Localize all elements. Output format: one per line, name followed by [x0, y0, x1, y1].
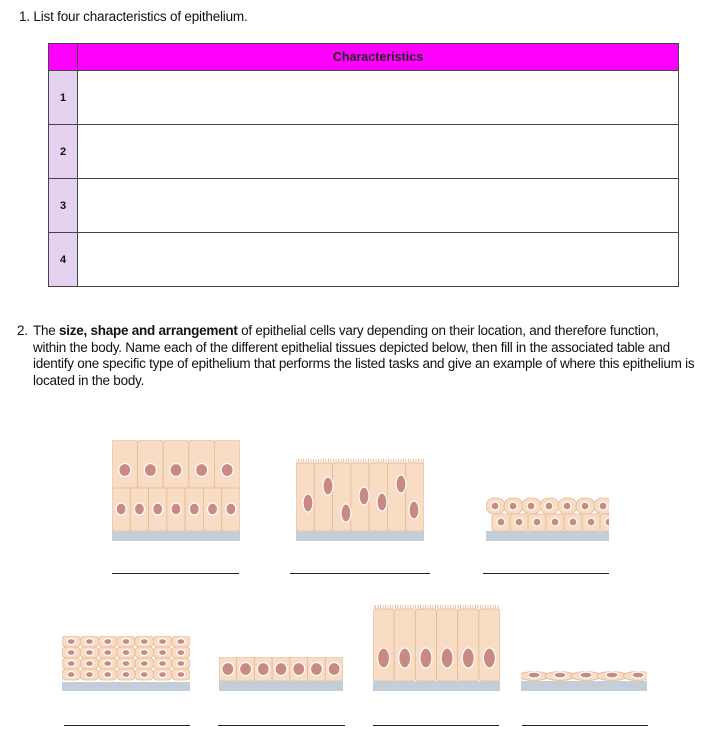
nucleus: [85, 639, 93, 645]
nucleus: [140, 672, 148, 678]
nucleus: [527, 502, 535, 510]
nucleus: [104, 672, 112, 678]
nucleus: [67, 661, 75, 667]
row-number: 1: [49, 71, 78, 125]
nucleus: [144, 464, 156, 477]
question-2-bold-text: size, shape and arrangement: [59, 323, 238, 338]
answer-line[interactable]: [64, 725, 190, 726]
nucleus: [177, 661, 185, 667]
basement-membrane: [219, 681, 343, 691]
nucleus: [122, 639, 130, 645]
nucleus: [378, 648, 390, 668]
nucleus: [177, 672, 185, 678]
cell: [373, 609, 394, 681]
nucleus: [275, 663, 287, 676]
nucleus: [85, 650, 93, 656]
basement-membrane: [112, 531, 240, 541]
cell: [394, 609, 415, 681]
characteristic-answer-cell[interactable]: [78, 179, 679, 233]
nucleus: [104, 661, 112, 667]
cell: [458, 609, 479, 681]
cell: [314, 463, 332, 531]
nucleus: [377, 493, 387, 511]
simple-squamous-epithelium-image: [521, 668, 647, 691]
characteristic-answer-cell[interactable]: [78, 125, 679, 179]
nucleus: [226, 503, 236, 515]
nucleus: [122, 661, 130, 667]
nucleus: [140, 661, 148, 667]
nucleus: [257, 663, 269, 676]
nucleus: [323, 477, 333, 495]
basement-membrane: [62, 682, 190, 691]
nucleus: [599, 502, 607, 510]
nucleus: [310, 663, 322, 676]
nucleus: [159, 650, 167, 656]
nucleus: [491, 502, 499, 510]
question-1: 1. List four characteristics of epithelium.: [19, 9, 248, 24]
nucleus: [569, 518, 577, 526]
cell: [406, 463, 424, 531]
basement-membrane: [373, 681, 500, 691]
table-row: [49, 179, 679, 233]
cell: [437, 609, 458, 681]
nucleus: [632, 672, 644, 678]
nucleus: [587, 518, 595, 526]
simple-cuboidal-epithelium-image: [219, 657, 343, 691]
nucleus: [171, 503, 181, 515]
answer-line[interactable]: [373, 725, 499, 726]
basement-membrane: [486, 531, 609, 541]
table-row: [49, 125, 679, 179]
nucleus: [159, 672, 167, 678]
nucleus: [222, 663, 234, 676]
transitional-epithelium-image: [62, 636, 190, 691]
nucleus: [122, 672, 130, 678]
nucleus: [563, 502, 571, 510]
basement-membrane: [521, 681, 647, 691]
nucleus: [420, 648, 432, 668]
row-number: 2: [49, 125, 78, 179]
nucleus: [605, 518, 609, 526]
nucleus: [409, 501, 419, 519]
nucleus: [606, 672, 618, 678]
nucleus: [153, 503, 163, 515]
nucleus: [67, 639, 75, 645]
cell: [479, 609, 500, 681]
question-2-number: 2.: [17, 323, 28, 338]
nucleus: [85, 672, 93, 678]
table-header-row: [49, 44, 679, 71]
nucleus: [328, 663, 340, 676]
nucleus: [67, 672, 75, 678]
answer-line[interactable]: [218, 725, 345, 726]
question-2-text: The size, shape and arrangement of epithelial cells vary depending on their location, and therefore function, within the body. Name each of the different epithelial tissues depicted below, then fill in the associated table and identify one specific type of epithelium that performs the listed tasks and give an example of where this epithelium is located in the body.: [33, 323, 695, 388]
nucleus: [483, 648, 495, 668]
cell: [387, 463, 405, 531]
nucleus: [159, 661, 167, 667]
nucleus: [170, 464, 182, 477]
question-2: [17, 323, 695, 389]
nucleus: [396, 475, 406, 493]
stratified-cuboidal-epithelium-image: [112, 440, 240, 541]
nucleus: [119, 464, 131, 477]
nucleus: [551, 518, 559, 526]
header-corner-cell: [49, 44, 78, 71]
basement-membrane: [296, 531, 424, 541]
nucleus: [581, 502, 589, 510]
nucleus: [462, 648, 474, 668]
nucleus: [221, 464, 233, 477]
table-row: [49, 233, 679, 287]
characteristic-answer-cell[interactable]: [78, 233, 679, 287]
characteristics-header: Characteristics: [78, 44, 679, 71]
nucleus: [240, 663, 252, 676]
nucleus: [122, 650, 130, 656]
row-number: 3: [49, 179, 78, 233]
nucleus: [509, 502, 517, 510]
nucleus: [177, 650, 185, 656]
nucleus: [208, 503, 218, 515]
nucleus: [189, 503, 199, 515]
nucleus: [528, 672, 540, 678]
nucleus: [134, 503, 144, 515]
nucleus: [104, 639, 112, 645]
nucleus: [293, 663, 305, 676]
nucleus: [140, 639, 148, 645]
nucleus: [116, 503, 126, 515]
nucleus: [580, 672, 592, 678]
nucleus: [67, 650, 75, 656]
row-number: 4: [49, 233, 78, 287]
nucleus: [341, 504, 351, 522]
pseudostratified-columnar-epithelium-image: [296, 458, 424, 541]
nucleus: [159, 639, 167, 645]
nucleus: [177, 639, 185, 645]
nucleus: [545, 502, 553, 510]
table-row: [49, 71, 679, 125]
nucleus: [515, 518, 523, 526]
nucleus: [554, 672, 566, 678]
nucleus: [359, 487, 369, 505]
nucleus: [441, 648, 453, 668]
characteristic-answer-cell[interactable]: [78, 71, 679, 125]
simple-columnar-epithelium-image: [373, 603, 500, 691]
cell: [415, 609, 436, 681]
answer-line[interactable]: [522, 725, 648, 726]
answer-line[interactable]: [483, 573, 609, 574]
nucleus: [399, 648, 411, 668]
answer-line[interactable]: [112, 573, 239, 574]
nucleus: [303, 494, 313, 512]
nucleus: [497, 518, 505, 526]
nucleus: [533, 518, 541, 526]
nucleus: [140, 650, 148, 656]
nucleus: [196, 464, 208, 477]
nucleus: [85, 661, 93, 667]
characteristics-table: [48, 43, 679, 287]
answer-line[interactable]: [290, 573, 430, 574]
stratified-squamous-small-image: [486, 496, 609, 541]
nucleus: [104, 650, 112, 656]
